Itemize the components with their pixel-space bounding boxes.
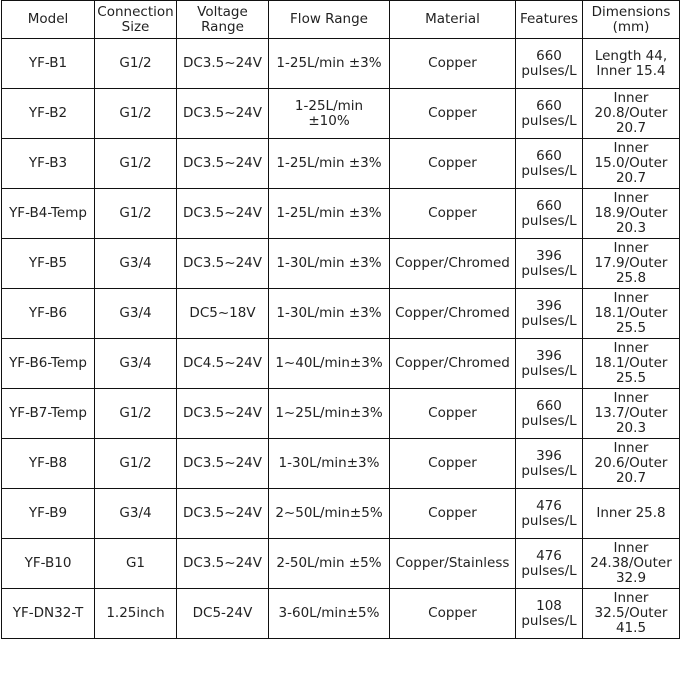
cell-text: pulses/L bbox=[521, 462, 577, 479]
flow-range-cell bbox=[269, 239, 390, 289]
connection-size-cell: G1/2 bbox=[95, 439, 177, 489]
cell-text: pulses/L bbox=[521, 262, 577, 279]
table-row bbox=[2, 289, 680, 339]
cell-text: Inner bbox=[613, 290, 649, 306]
cell-text: 1-25L/min ±3% bbox=[276, 55, 382, 71]
dimensions-cell bbox=[583, 489, 680, 539]
material-cell: Copper/Chromed bbox=[390, 289, 516, 339]
cell-text: 660 bbox=[536, 47, 562, 64]
cell-text: 1-25L/min bbox=[294, 97, 364, 114]
flow-range-cell bbox=[269, 539, 390, 589]
dimensions-cell bbox=[583, 389, 680, 439]
features-cell bbox=[516, 389, 583, 439]
cell-text: 20.7 bbox=[615, 170, 647, 186]
cell-text: 24.38/Outer bbox=[590, 555, 672, 571]
voltage-range-cell: DC3.5~24V bbox=[177, 389, 269, 439]
cell-text: Inner bbox=[613, 240, 649, 256]
material-cell: Copper bbox=[390, 139, 516, 189]
model-cell: YF-DN32-T bbox=[2, 589, 95, 639]
features-cell bbox=[516, 339, 583, 389]
material-cell: Copper bbox=[390, 589, 516, 639]
dimensions-cell bbox=[583, 439, 680, 489]
material-cell: Copper bbox=[390, 489, 516, 539]
cell-text: Inner bbox=[613, 590, 649, 606]
model-cell: YF-B9 bbox=[2, 489, 95, 539]
table-row bbox=[2, 439, 680, 489]
voltage-range-cell: DC3.5~24V bbox=[177, 239, 269, 289]
model-cell: YF-B8 bbox=[2, 439, 95, 489]
header-voltage-range bbox=[177, 1, 269, 39]
table-row bbox=[2, 389, 680, 439]
header-features bbox=[516, 1, 583, 39]
dimensions-cell bbox=[583, 189, 680, 239]
cell-text: Inner bbox=[613, 540, 649, 556]
table-row bbox=[2, 139, 680, 189]
connection-size-cell: G3/4 bbox=[95, 239, 177, 289]
cell-text: pulses/L bbox=[521, 162, 577, 179]
connection-size-cell: G1/2 bbox=[95, 39, 177, 89]
cell-text: 20.8/Outer bbox=[594, 105, 668, 121]
cell-text: ±10% bbox=[308, 112, 350, 129]
cell-text: 41.5 bbox=[615, 620, 647, 636]
cell-text: Inner bbox=[613, 340, 649, 356]
header-model bbox=[2, 1, 95, 39]
dimensions-cell bbox=[583, 39, 680, 89]
cell-text: Inner 15.4 bbox=[596, 62, 666, 79]
header-text: Dimensions bbox=[591, 3, 671, 20]
cell-text: 25.8 bbox=[615, 270, 647, 286]
flow-range-cell bbox=[269, 139, 390, 189]
header-text: Range bbox=[201, 18, 244, 35]
header-material bbox=[390, 1, 516, 39]
features-cell bbox=[516, 589, 583, 639]
voltage-range-cell: DC4.5~24V bbox=[177, 339, 269, 389]
voltage-range-cell: DC5-24V bbox=[177, 589, 269, 639]
header-text: Model bbox=[27, 11, 69, 27]
flow-range-cell bbox=[269, 289, 390, 339]
cell-text: 1-30L/min ±3% bbox=[276, 305, 382, 321]
cell-text: 108 bbox=[536, 597, 562, 614]
model-cell: YF-B1 bbox=[2, 39, 95, 89]
cell-text: 396 bbox=[536, 347, 562, 364]
model-cell: YF-B6 bbox=[2, 289, 95, 339]
table-row bbox=[2, 539, 680, 589]
cell-text: 18.9/Outer bbox=[594, 205, 668, 221]
cell-text: 15.0/Outer bbox=[594, 155, 668, 171]
spec-table bbox=[1, 0, 680, 639]
flow-range-cell bbox=[269, 489, 390, 539]
cell-text: 20.3 bbox=[615, 220, 647, 236]
flow-range-cell bbox=[269, 189, 390, 239]
header-row bbox=[2, 1, 680, 39]
features-cell bbox=[516, 439, 583, 489]
cell-text: 1-30L/min±3% bbox=[278, 455, 380, 471]
connection-size-cell: G3/4 bbox=[95, 489, 177, 539]
header-text: Flow Range bbox=[290, 11, 368, 27]
cell-text: 20.7 bbox=[615, 120, 647, 136]
cell-text: pulses/L bbox=[521, 562, 577, 579]
cell-text: 396 bbox=[536, 247, 562, 264]
cell-text: 476 bbox=[536, 497, 562, 514]
cell-text: pulses/L bbox=[521, 512, 577, 529]
cell-text: 660 bbox=[536, 97, 562, 114]
table-header bbox=[2, 1, 680, 39]
header-text: Features bbox=[519, 11, 579, 27]
cell-text: Length 44, bbox=[594, 47, 668, 64]
cell-text: 476 bbox=[536, 547, 562, 564]
table-row bbox=[2, 589, 680, 639]
features-cell bbox=[516, 489, 583, 539]
connection-size-cell: G1 bbox=[95, 539, 177, 589]
voltage-range-cell: DC3.5~24V bbox=[177, 89, 269, 139]
voltage-range-cell: DC3.5~24V bbox=[177, 139, 269, 189]
cell-text: pulses/L bbox=[521, 112, 577, 129]
cell-text: 396 bbox=[536, 297, 562, 314]
cell-text: 17.9/Outer bbox=[594, 255, 668, 271]
features-cell bbox=[516, 139, 583, 189]
table-row bbox=[2, 89, 680, 139]
flow-range-cell bbox=[269, 89, 390, 139]
cell-text: pulses/L bbox=[521, 412, 577, 429]
dimensions-cell bbox=[583, 89, 680, 139]
header-text: (mm) bbox=[612, 18, 650, 35]
connection-size-cell: 1.25inch bbox=[95, 589, 177, 639]
connection-size-cell: G1/2 bbox=[95, 189, 177, 239]
cell-text: pulses/L bbox=[521, 312, 577, 329]
voltage-range-cell: DC3.5~24V bbox=[177, 39, 269, 89]
table-body bbox=[2, 39, 680, 639]
voltage-range-cell: DC3.5~24V bbox=[177, 539, 269, 589]
cell-text: 32.5/Outer bbox=[594, 605, 668, 621]
material-cell: Copper bbox=[390, 439, 516, 489]
cell-text: 2-50L/min ±5% bbox=[276, 555, 382, 571]
header-connection-size bbox=[95, 1, 177, 39]
material-cell: Copper/Stainless bbox=[390, 539, 516, 589]
material-cell: Copper/Chromed bbox=[390, 339, 516, 389]
cell-text: Inner bbox=[613, 90, 649, 106]
connection-size-cell: G3/4 bbox=[95, 289, 177, 339]
dimensions-cell bbox=[583, 139, 680, 189]
model-cell: YF-B4-Temp bbox=[2, 189, 95, 239]
dimensions-cell bbox=[583, 239, 680, 289]
dimensions-cell bbox=[583, 339, 680, 389]
dimensions-cell bbox=[583, 539, 680, 589]
table-row bbox=[2, 339, 680, 389]
material-cell: Copper/Chromed bbox=[390, 239, 516, 289]
cell-text: 1~25L/min±3% bbox=[275, 405, 383, 421]
voltage-range-cell: DC3.5~24V bbox=[177, 439, 269, 489]
cell-text: 2~50L/min±5% bbox=[275, 505, 383, 521]
flow-range-cell bbox=[269, 339, 390, 389]
features-cell bbox=[516, 539, 583, 589]
model-cell: YF-B5 bbox=[2, 239, 95, 289]
features-cell bbox=[516, 189, 583, 239]
cell-text: 396 bbox=[536, 447, 562, 464]
material-cell: Copper bbox=[390, 89, 516, 139]
model-cell: YF-B10 bbox=[2, 539, 95, 589]
table-row bbox=[2, 489, 680, 539]
dimensions-cell bbox=[583, 589, 680, 639]
connection-size-cell: G3/4 bbox=[95, 339, 177, 389]
cell-text: Inner bbox=[613, 440, 649, 456]
connection-size-cell: G1/2 bbox=[95, 139, 177, 189]
cell-text: 3-60L/min±5% bbox=[278, 605, 380, 621]
cell-text: 1-25L/min ±3% bbox=[276, 205, 382, 221]
table-row bbox=[2, 239, 680, 289]
model-cell: YF-B7-Temp bbox=[2, 389, 95, 439]
cell-text: 13.7/Outer bbox=[594, 405, 668, 421]
header-text: Voltage bbox=[197, 3, 248, 20]
cell-text: Inner bbox=[613, 140, 649, 156]
table-row bbox=[2, 39, 680, 89]
cell-text: pulses/L bbox=[521, 362, 577, 379]
features-cell bbox=[516, 89, 583, 139]
cell-text: 25.5 bbox=[615, 370, 647, 386]
connection-size-cell: G1/2 bbox=[95, 89, 177, 139]
features-cell bbox=[516, 39, 583, 89]
cell-text: 660 bbox=[536, 197, 562, 214]
header-dimensions bbox=[583, 1, 680, 39]
cell-text: 25.5 bbox=[615, 320, 647, 336]
cell-text: pulses/L bbox=[521, 212, 577, 229]
cell-text: Inner 25.8 bbox=[596, 505, 666, 521]
material-cell: Copper bbox=[390, 389, 516, 439]
cell-text: 1-30L/min ±3% bbox=[276, 255, 382, 271]
cell-text: 1-25L/min ±3% bbox=[276, 155, 382, 171]
features-cell bbox=[516, 289, 583, 339]
cell-text: 20.3 bbox=[615, 420, 647, 436]
flow-range-cell bbox=[269, 439, 390, 489]
flow-range-cell bbox=[269, 589, 390, 639]
voltage-range-cell: DC5~18V bbox=[177, 289, 269, 339]
flow-range-cell bbox=[269, 39, 390, 89]
cell-text: 660 bbox=[536, 147, 562, 164]
header-text: Material bbox=[425, 11, 480, 27]
connection-size-cell: G1/2 bbox=[95, 389, 177, 439]
model-cell: YF-B6-Temp bbox=[2, 339, 95, 389]
dimensions-cell bbox=[583, 289, 680, 339]
features-cell bbox=[516, 239, 583, 289]
material-cell: Copper bbox=[390, 39, 516, 89]
cell-text: 660 bbox=[536, 397, 562, 414]
cell-text: 18.1/Outer bbox=[594, 355, 668, 371]
cell-text: Inner bbox=[613, 390, 649, 406]
cell-text: 20.7 bbox=[615, 470, 647, 486]
header-text: Connection bbox=[97, 3, 174, 20]
cell-text: 20.6/Outer bbox=[594, 455, 668, 471]
cell-text: 18.1/Outer bbox=[594, 305, 668, 321]
cell-text: pulses/L bbox=[521, 612, 577, 629]
model-cell: YF-B2 bbox=[2, 89, 95, 139]
cell-text: Inner bbox=[613, 190, 649, 206]
flow-range-cell bbox=[269, 389, 390, 439]
header-text: Size bbox=[121, 18, 150, 35]
cell-text: 32.9 bbox=[615, 570, 647, 586]
voltage-range-cell: DC3.5~24V bbox=[177, 189, 269, 239]
table-row bbox=[2, 189, 680, 239]
header-flow-range bbox=[269, 1, 390, 39]
voltage-range-cell: DC3.5~24V bbox=[177, 489, 269, 539]
cell-text: pulses/L bbox=[521, 62, 577, 79]
model-cell: YF-B3 bbox=[2, 139, 95, 189]
material-cell: Copper bbox=[390, 189, 516, 239]
cell-text: 1~40L/min±3% bbox=[275, 355, 383, 371]
